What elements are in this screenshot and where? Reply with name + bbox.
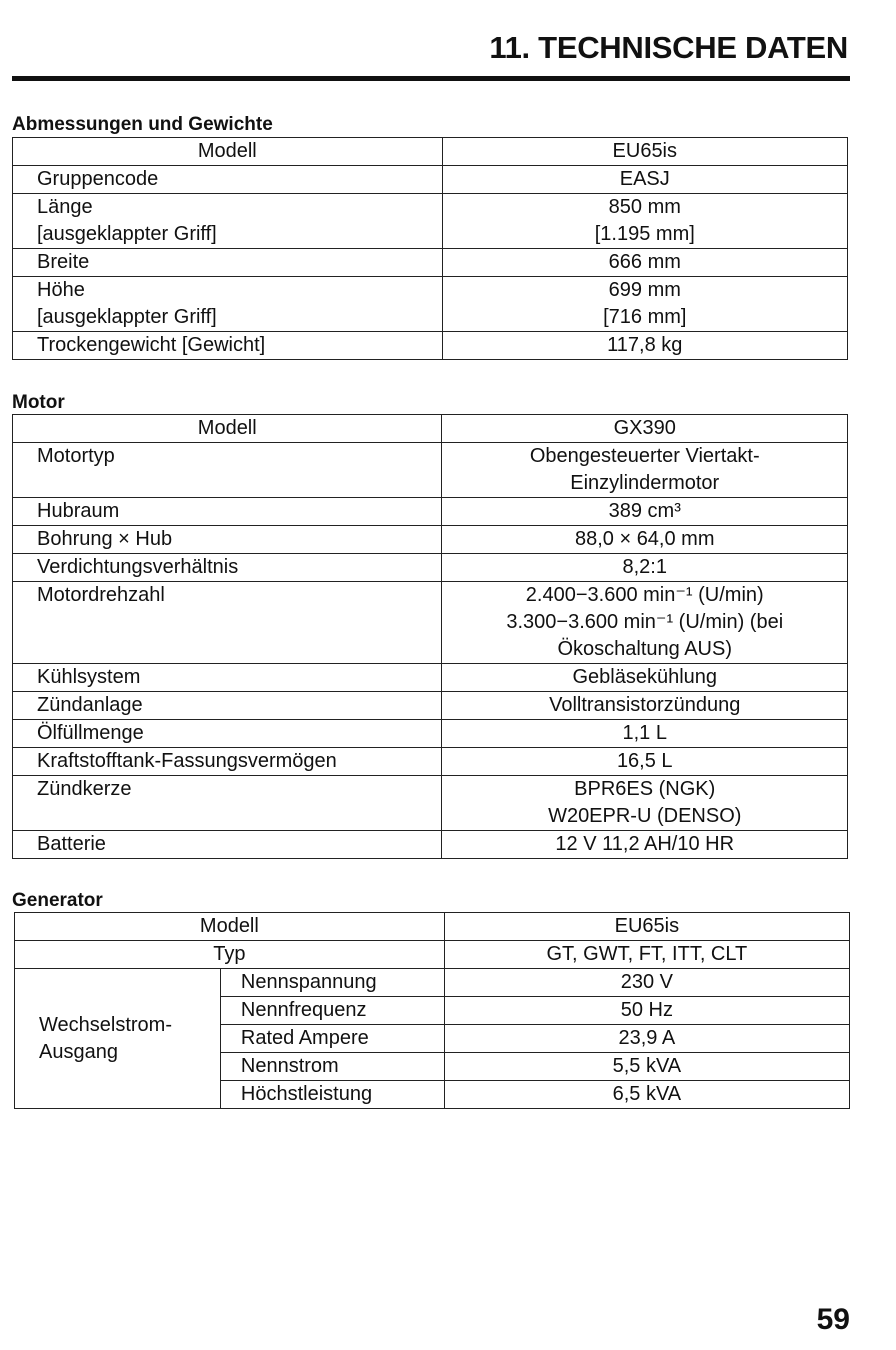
spec-value: 230 V bbox=[444, 969, 849, 997]
cell-line: Motortyp bbox=[37, 445, 115, 467]
table-row bbox=[13, 249, 848, 277]
section-heading-dimensions: Abmessungen und Gewichte bbox=[12, 114, 273, 135]
spec-value: 6,5 kVA bbox=[444, 1081, 849, 1109]
cell-line: Volltransistorzündung bbox=[549, 694, 741, 716]
spec-value bbox=[442, 332, 847, 360]
spec-label bbox=[13, 249, 443, 277]
spec-label bbox=[13, 582, 442, 664]
spec-value bbox=[442, 720, 848, 748]
spec-label bbox=[13, 720, 442, 748]
cell-line: Motordrehzahl bbox=[37, 584, 165, 606]
spec-label bbox=[13, 776, 442, 831]
section-heading-engine: Motor bbox=[12, 392, 65, 413]
dimensions-table bbox=[12, 137, 848, 360]
cell-line: Gebläsekühlung bbox=[572, 666, 718, 688]
cell-line: Bohrung × Hub bbox=[37, 528, 173, 550]
spec-label bbox=[13, 526, 442, 554]
spec-label bbox=[13, 554, 442, 582]
cell-line: Kühlsystem bbox=[37, 666, 141, 688]
spec-value bbox=[442, 194, 847, 249]
cell-line: Verdichtungsverhältnis bbox=[37, 556, 239, 578]
table-row bbox=[13, 776, 848, 831]
cell-line: [716 mm] bbox=[603, 306, 687, 328]
table-row bbox=[15, 913, 850, 941]
table-row bbox=[13, 692, 848, 720]
group-label bbox=[15, 969, 221, 1109]
spec-value bbox=[442, 249, 847, 277]
cell-line: [1.195 mm] bbox=[594, 223, 695, 245]
cell-line: Ökoschaltung AUS) bbox=[557, 638, 732, 660]
cell-line: Ausgang bbox=[39, 1040, 118, 1063]
type-label: Typ bbox=[15, 941, 445, 969]
title-rule bbox=[12, 76, 850, 81]
cell-line: Einzylindermotor bbox=[570, 472, 720, 494]
cell-line: Obengesteuerter Viertakt- bbox=[529, 445, 760, 467]
cell-line: 1,1 L bbox=[622, 722, 667, 744]
spec-value bbox=[442, 443, 848, 498]
cell-line: 699 mm bbox=[608, 279, 681, 301]
spec-label: Nennfrequenz bbox=[220, 997, 444, 1025]
table-row bbox=[13, 498, 848, 526]
cell-line: 389 cm³ bbox=[608, 500, 681, 522]
cell-line: Gruppencode bbox=[37, 168, 159, 190]
spec-label bbox=[13, 748, 442, 776]
cell-line: Ölfüllmenge bbox=[37, 722, 144, 744]
cell-line: 117,8 kg bbox=[607, 334, 683, 356]
table-row bbox=[13, 277, 848, 332]
spec-label bbox=[13, 443, 442, 498]
cell-line: Länge bbox=[37, 196, 93, 218]
cell-line: Höhe bbox=[37, 279, 85, 301]
spec-value bbox=[442, 776, 848, 831]
cell-line: Batterie bbox=[37, 833, 106, 855]
model-label: Modell bbox=[13, 415, 442, 443]
cell-line: Zündanlage bbox=[37, 694, 143, 716]
spec-label bbox=[13, 166, 443, 194]
cell-line: 666 mm bbox=[608, 251, 681, 273]
spec-label bbox=[13, 664, 442, 692]
cell-line: [ausgeklappter Griff] bbox=[37, 306, 217, 328]
table-row bbox=[13, 415, 848, 443]
spec-value bbox=[442, 166, 847, 194]
spec-value bbox=[442, 664, 848, 692]
spec-value bbox=[442, 498, 848, 526]
cell-line: EASJ bbox=[619, 168, 670, 190]
spec-label: Nennstrom bbox=[220, 1053, 444, 1081]
model-value: EU65is bbox=[444, 913, 849, 941]
spec-value bbox=[442, 582, 848, 664]
spec-value bbox=[442, 831, 848, 859]
spec-label: Nennspannung bbox=[220, 969, 444, 997]
spec-label bbox=[13, 194, 443, 249]
model-label: Modell bbox=[13, 138, 443, 166]
table-row bbox=[13, 194, 848, 249]
table-row bbox=[13, 720, 848, 748]
table-row bbox=[13, 664, 848, 692]
table-row bbox=[13, 332, 848, 360]
generator-table bbox=[14, 912, 850, 1109]
model-value: GX390 bbox=[442, 415, 848, 443]
cell-line: Breite bbox=[37, 251, 90, 273]
table-row bbox=[13, 582, 848, 664]
cell-line: 16,5 L bbox=[616, 750, 673, 772]
cell-line: Trockengewicht [Gewicht] bbox=[37, 334, 266, 356]
table-row bbox=[13, 526, 848, 554]
spec-value bbox=[442, 692, 848, 720]
table-row bbox=[13, 831, 848, 859]
table-row bbox=[15, 941, 850, 969]
cell-line: Zündkerze bbox=[37, 778, 132, 800]
cell-line: 12 V 11,2 AH/10 HR bbox=[555, 833, 735, 855]
spec-value bbox=[442, 526, 848, 554]
table-row bbox=[15, 969, 850, 997]
spec-value bbox=[442, 277, 847, 332]
spec-value: 50 Hz bbox=[444, 997, 849, 1025]
spec-label bbox=[13, 831, 442, 859]
cell-line: 3.300−3.600 min⁻¹ (U/min) (bei bbox=[506, 611, 784, 633]
spec-label: Rated Ampere bbox=[220, 1025, 444, 1053]
section-heading-generator: Generator bbox=[12, 890, 103, 911]
cell-line: BPR6ES (NGK) bbox=[574, 778, 716, 800]
cell-line: 88,0 × 64,0 mm bbox=[574, 528, 715, 550]
model-label: Modell bbox=[15, 913, 445, 941]
page-number: 59 bbox=[816, 1303, 850, 1336]
type-value: GT, GWT, FT, ITT, CLT bbox=[444, 941, 849, 969]
cell-line: W20EPR-U (DENSO) bbox=[548, 805, 742, 827]
table-row bbox=[13, 166, 848, 194]
page-title: 11. TECHNISCHE DATEN bbox=[489, 30, 848, 65]
table-row bbox=[13, 443, 848, 498]
model-value: EU65is bbox=[442, 138, 847, 166]
spec-label bbox=[13, 277, 443, 332]
cell-line: Kraftstofftank-Fassungsvermögen bbox=[37, 750, 337, 772]
table-row bbox=[13, 554, 848, 582]
spec-label bbox=[13, 332, 443, 360]
cell-line: [ausgeklappter Griff] bbox=[37, 223, 217, 245]
engine-table bbox=[12, 414, 848, 859]
cell-line: Hubraum bbox=[37, 500, 120, 522]
cell-line: 8,2:1 bbox=[622, 556, 667, 578]
spec-label bbox=[13, 498, 442, 526]
spec-value: 5,5 kVA bbox=[444, 1053, 849, 1081]
spec-value bbox=[442, 554, 848, 582]
spec-label: Höchstleistung bbox=[220, 1081, 444, 1109]
spec-value: 23,9 A bbox=[444, 1025, 849, 1053]
cell-line: 850 mm bbox=[608, 196, 681, 218]
table-row bbox=[13, 748, 848, 776]
cell-line: 2.400−3.600 min⁻¹ (U/min) bbox=[525, 584, 764, 606]
table-row bbox=[13, 138, 848, 166]
cell-line: Wechselstrom- bbox=[39, 1013, 172, 1036]
spec-label bbox=[13, 692, 442, 720]
spec-value bbox=[442, 748, 848, 776]
